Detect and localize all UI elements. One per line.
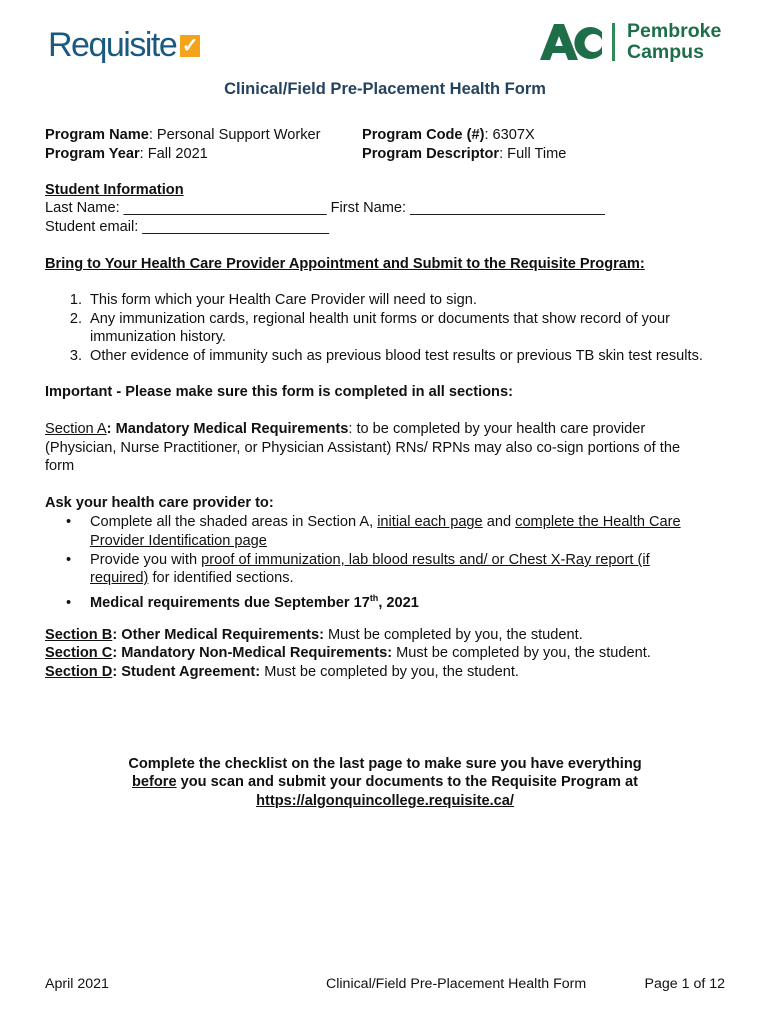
program-year-value: : Fall 2021	[139, 146, 208, 162]
ask-heading	[45, 494, 274, 513]
initial-each-page-text: initial each page	[377, 514, 483, 530]
list-item	[62, 347, 703, 366]
closing-line2-text: you scan and submit your documents to the Requisite Program at	[176, 774, 638, 790]
program-year	[45, 145, 208, 164]
program-descriptor	[362, 145, 566, 164]
complete-hcp-text-line2: Provider Identification page	[90, 533, 267, 549]
bullet-icon: •	[66, 594, 72, 611]
section-d-line	[45, 663, 519, 682]
checkmark-icon: ✓	[181, 35, 199, 57]
program-name-value: : Personal Support Worker	[148, 127, 321, 143]
program-code-value: : 6307X	[484, 127, 535, 143]
bullet-item	[66, 513, 681, 532]
section-c-desc: Must be completed by you, the student.	[392, 645, 651, 661]
section-a-title: : Mandatory Medical Requirements	[106, 421, 349, 437]
logo-divider	[612, 23, 615, 61]
section-b-label: Section B	[45, 627, 113, 643]
section-b-title: : Other Medical Requirements:	[112, 627, 324, 643]
footer-title: Clinical/Field Pre-Placement Health Form	[326, 976, 587, 992]
section-a-label: Section A	[45, 421, 107, 437]
due-date-text: Medical requirements due September 17	[90, 594, 370, 611]
list-number: 2.	[69, 311, 82, 327]
program-descriptor-label: Program Descriptor	[362, 146, 500, 162]
due-date-year: , 2021	[378, 594, 419, 611]
closing-line2	[0, 773, 770, 792]
bullet-item-continuation	[90, 569, 294, 588]
section-a-desc: : to be completed by your health care provider	[348, 421, 646, 437]
requisite-url-link[interactable]: https://algonquincollege.requisite.ca/	[256, 793, 514, 809]
bullet-text-mid: and	[482, 514, 516, 530]
campus-name	[627, 21, 721, 63]
list-number: 1.	[69, 292, 82, 308]
list-item-continuation: immunization history.	[90, 329, 226, 345]
section-a-line1	[45, 420, 645, 439]
campus-name-line1: Pembroke	[627, 20, 722, 42]
list-item-text: This form which your Health Care Provider will need to sign.	[90, 292, 477, 308]
important-note-text: Important - Please make sure this form is completed in all sections:	[45, 384, 513, 400]
campus-name-line2: Campus	[627, 41, 704, 63]
bring-heading-text: Bring to Your Health Care Provider Appointment and Submit to the Requisite Program:	[45, 256, 645, 272]
ask-heading-text: Ask your health care provider to:	[45, 495, 274, 511]
section-d-desc: Must be completed by you, the student.	[260, 664, 519, 680]
bullet-text: Complete all the shaded areas in Section A,	[90, 514, 378, 530]
requisite-logo	[48, 26, 200, 64]
email-field-line[interactable]: Student email: _______________________	[45, 219, 330, 235]
list-item-text: Other evidence of immunity such as previous blood test results or previous TB skin test results.	[90, 348, 703, 364]
bullet-icon: •	[66, 552, 72, 568]
program-code	[362, 126, 535, 145]
list-item	[62, 291, 477, 310]
program-year-label: Program Year	[45, 146, 140, 162]
section-d-title: : Student Agreement:	[112, 664, 261, 680]
bullet-icon: •	[66, 514, 72, 530]
section-c-line	[45, 644, 651, 663]
footer-page-number: Page 1 of 12	[644, 976, 725, 992]
footer-date: April 2021	[45, 976, 109, 992]
name-fields-line[interactable]: Last Name: _________________________ First Name: ________________________	[45, 200, 605, 216]
closing-line1	[0, 755, 770, 774]
student-info-heading-text: Student Information	[45, 182, 184, 198]
bullet-item	[66, 551, 650, 570]
pembroke-campus-logo	[540, 20, 721, 64]
section-b-line	[45, 626, 583, 645]
requisite-url-line	[0, 792, 770, 811]
bring-heading	[45, 255, 645, 274]
page-title: Clinical/Field Pre-Placement Health Form	[224, 80, 546, 98]
section-b-desc: Must be completed by you, the student.	[323, 627, 583, 643]
list-number: 3.	[69, 348, 82, 364]
section-a-line2: (Physician, Nurse Practitioner, or Physician Assistant) RNs/ RPNs may also co-sign portions of the	[45, 440, 681, 456]
program-name-label: Program Name	[45, 127, 149, 143]
section-d-label: Section D	[45, 664, 113, 680]
bullet-text: Provide you with	[90, 552, 202, 568]
complete-hcp-text: complete the Health Care	[515, 514, 681, 530]
section-c-label: Section C	[45, 645, 113, 661]
program-name	[45, 126, 321, 145]
list-item-text: Any immunization cards, regional health unit forms or documents that show record of your	[90, 311, 670, 327]
section-a-line3: form	[45, 458, 75, 474]
closing-line1-text: Complete the checklist on the last page to make sure you have everything	[128, 756, 642, 772]
ac-logo-mark-icon	[540, 22, 604, 62]
bullet-item-continuation	[90, 532, 267, 551]
student-info-heading	[45, 181, 184, 200]
requisite-logo-text: Requisite	[48, 26, 177, 64]
required-text: required)	[90, 570, 149, 586]
due-date-sup: th	[369, 593, 379, 603]
bullet-text-end: for identified sections.	[148, 570, 294, 586]
bullet-item	[66, 589, 419, 612]
program-code-label: Program Code (#)	[362, 127, 485, 143]
section-c-title: : Mandatory Non-Medical Requirements:	[112, 645, 393, 661]
before-text: before	[131, 774, 177, 790]
proof-of-immunization-text: proof of immunization, lab blood results and/ or Chest X-Ray report (if	[201, 552, 650, 568]
list-item	[62, 310, 670, 329]
program-descriptor-value: : Full Time	[499, 146, 567, 162]
important-note	[45, 383, 513, 402]
